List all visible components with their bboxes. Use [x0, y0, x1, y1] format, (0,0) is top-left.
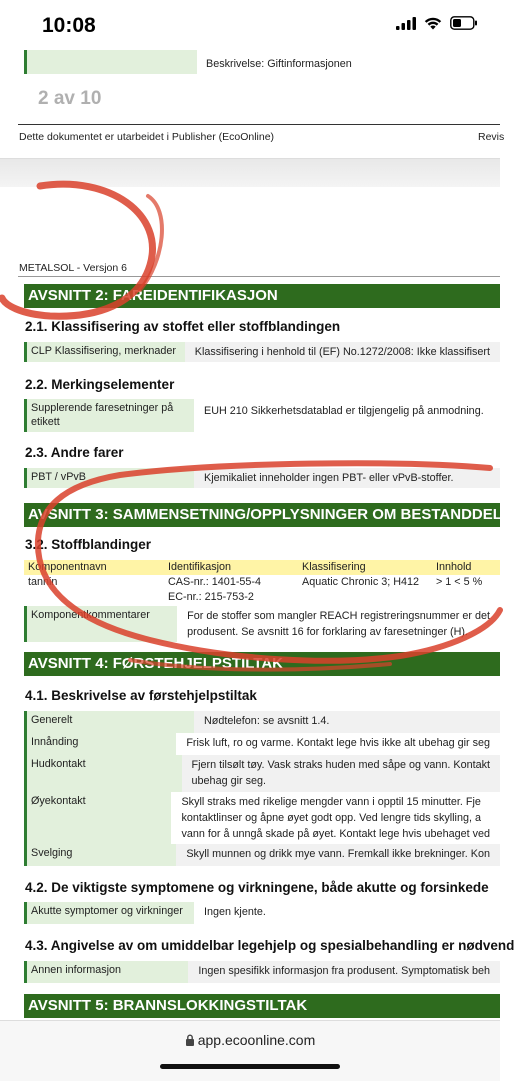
table-row — [24, 399, 500, 432]
col-content: Innhold — [436, 561, 472, 573]
eye-line-2: kontaktlinser og åpne øyet godt opp. Ved lengre tids skylling, a — [181, 812, 481, 824]
row-label: Generelt — [24, 711, 194, 733]
footer-rule — [18, 124, 500, 125]
home-indicator[interactable] — [160, 1064, 340, 1069]
browser-bar — [0, 1020, 500, 1081]
table-row — [24, 902, 500, 924]
row-label: CLP Klassifisering, merknader — [24, 342, 185, 362]
comment-line-1: For de stoffer som mangler REACH registreringsnummer er det — [187, 610, 490, 622]
row-label: Øyekontakt — [24, 792, 171, 844]
heading-2-2: 2.2. Merkingselementer — [25, 377, 175, 392]
row-value: Ingen kjente. — [194, 902, 500, 924]
table-row — [24, 606, 500, 642]
cell-name: tannin — [28, 576, 58, 588]
col-id: Identifikasjon — [168, 561, 232, 573]
battery-icon — [450, 16, 478, 30]
cell-class: Aquatic Chronic 3; H412 — [302, 576, 420, 588]
status-time: 10:08 — [42, 14, 96, 37]
signal-icon — [396, 17, 416, 30]
row-value: Kjemikaliet inneholder ingen PBT- eller vPvB-stoffer. — [194, 468, 500, 488]
col-class: Klassifisering — [302, 561, 366, 573]
row-label: Akutte symptomer og virkninger — [24, 902, 194, 924]
page-indicator: 2 av 10 — [38, 88, 102, 109]
eye-line-3: vann for å unngå skade på øyet. Kontakt lege hvis ubehaget ved — [181, 828, 490, 840]
heading-4-3: 4.3. Angivelse av om umiddelbar legehjelp og spesialbehandling er nødvend — [25, 938, 515, 953]
section-3-title: AVSNITT 3: SAMMENSETNING/OPPLYSNINGER OM BESTANDDELER — [24, 503, 500, 527]
url-text: app.ecoonline.com — [197, 1032, 316, 1048]
table-row — [24, 792, 500, 844]
table-row — [24, 844, 500, 866]
url-bar[interactable] — [0, 1032, 500, 1048]
row-label: Svelging — [24, 844, 176, 866]
section-2-title: AVSNITT 2: FAREIDENTIFIKASJON — [24, 284, 500, 308]
row-value: Frisk luft, ro og varme. Kontakt lege hvis ikke alt ubehag gir seg — [176, 733, 500, 755]
table-row — [24, 468, 500, 488]
footer-left: Dette dokumentet er utarbeidet i Publisher (EcoOnline) — [19, 131, 275, 143]
row-label: Annen informasjon — [24, 961, 188, 983]
prev-desc: Beskrivelse: Giftinformasjonen — [206, 58, 352, 70]
row-value — [171, 792, 500, 844]
heading-2-3: 2.3. Andre farer — [25, 445, 124, 460]
row-value — [182, 755, 500, 792]
doc-header: METALSOL - Versjon 6 — [19, 262, 127, 274]
heading-4-2: 4.2. De viktigste symptomene og virkningene, både akutte og forsinkede — [25, 880, 489, 895]
comment-line-2: produsent. Se avsnitt 16 for forklaring av faresetninger (H). — [187, 626, 469, 638]
row-value: Klassifisering i henhold til (EF) No.1272/2008: Ikke klassifisert — [185, 342, 500, 362]
row-value: Nødtelefon: se avsnitt 1.4. — [194, 711, 500, 733]
row-label: PBT / vPvB — [24, 468, 194, 488]
table-row — [24, 711, 500, 733]
status-icons — [396, 16, 478, 30]
table-row — [24, 961, 500, 983]
cell-ec: EC-nr.: 215-753-2 — [168, 591, 254, 603]
lock-icon — [185, 1034, 195, 1046]
row-label: Supplerende faresetninger på etikett — [24, 399, 194, 432]
skin-line-1: Fjern tilsølt tøy. Vask straks huden med såpe og vann. Kontakt — [191, 759, 490, 771]
table-row — [24, 342, 500, 362]
table-row — [24, 755, 500, 792]
footer-right: Revis — [478, 131, 505, 143]
row-label: Hudkontakt — [24, 755, 182, 792]
cell-cas: CAS-nr.: 1401-55-4 — [168, 576, 262, 588]
heading-2-1: 2.1. Klassifisering av stoffet eller stoffblandingen — [25, 319, 341, 334]
heading-3-2: 3.2. Stoffblandinger — [25, 537, 152, 552]
table-row — [24, 733, 500, 755]
header-rule — [18, 276, 500, 277]
col-name: Komponentnavn — [28, 561, 107, 573]
row-value — [177, 606, 500, 642]
row-label: Komponentkommentarer — [24, 606, 177, 642]
eye-line-1: Skyll straks med rikelige mengder vann i opptil 15 minutter. Fje — [181, 796, 481, 808]
row-value: Skyll munnen og drikk mye vann. Fremkall ikke brekninger. Kon — [176, 844, 500, 866]
cell-content: > 1 < 5 % — [436, 576, 483, 588]
table-row — [24, 576, 500, 606]
page-gap — [0, 158, 500, 187]
wifi-icon — [424, 17, 442, 30]
skin-line-2: ubehag gir seg. — [191, 775, 266, 787]
section-4-title: AVSNITT 4: FØRSTEHJELPSTILTAK — [24, 652, 500, 676]
table-header — [24, 560, 500, 575]
row-value: EUH 210 Sikkerhetsdatablad er tilgjengelig på anmodning. — [194, 399, 500, 432]
row-value: Ingen spesifikk informasjon fra produsent. Symptomatisk beh — [188, 961, 500, 983]
row-label: Innånding — [24, 733, 176, 755]
heading-4-1: 4.1. Beskrivelse av førstehjelpstiltak — [25, 688, 257, 703]
prev-label-cell — [24, 50, 197, 74]
section-5-title: AVSNITT 5: BRANNSLOKKINGSTILTAK — [24, 994, 500, 1018]
